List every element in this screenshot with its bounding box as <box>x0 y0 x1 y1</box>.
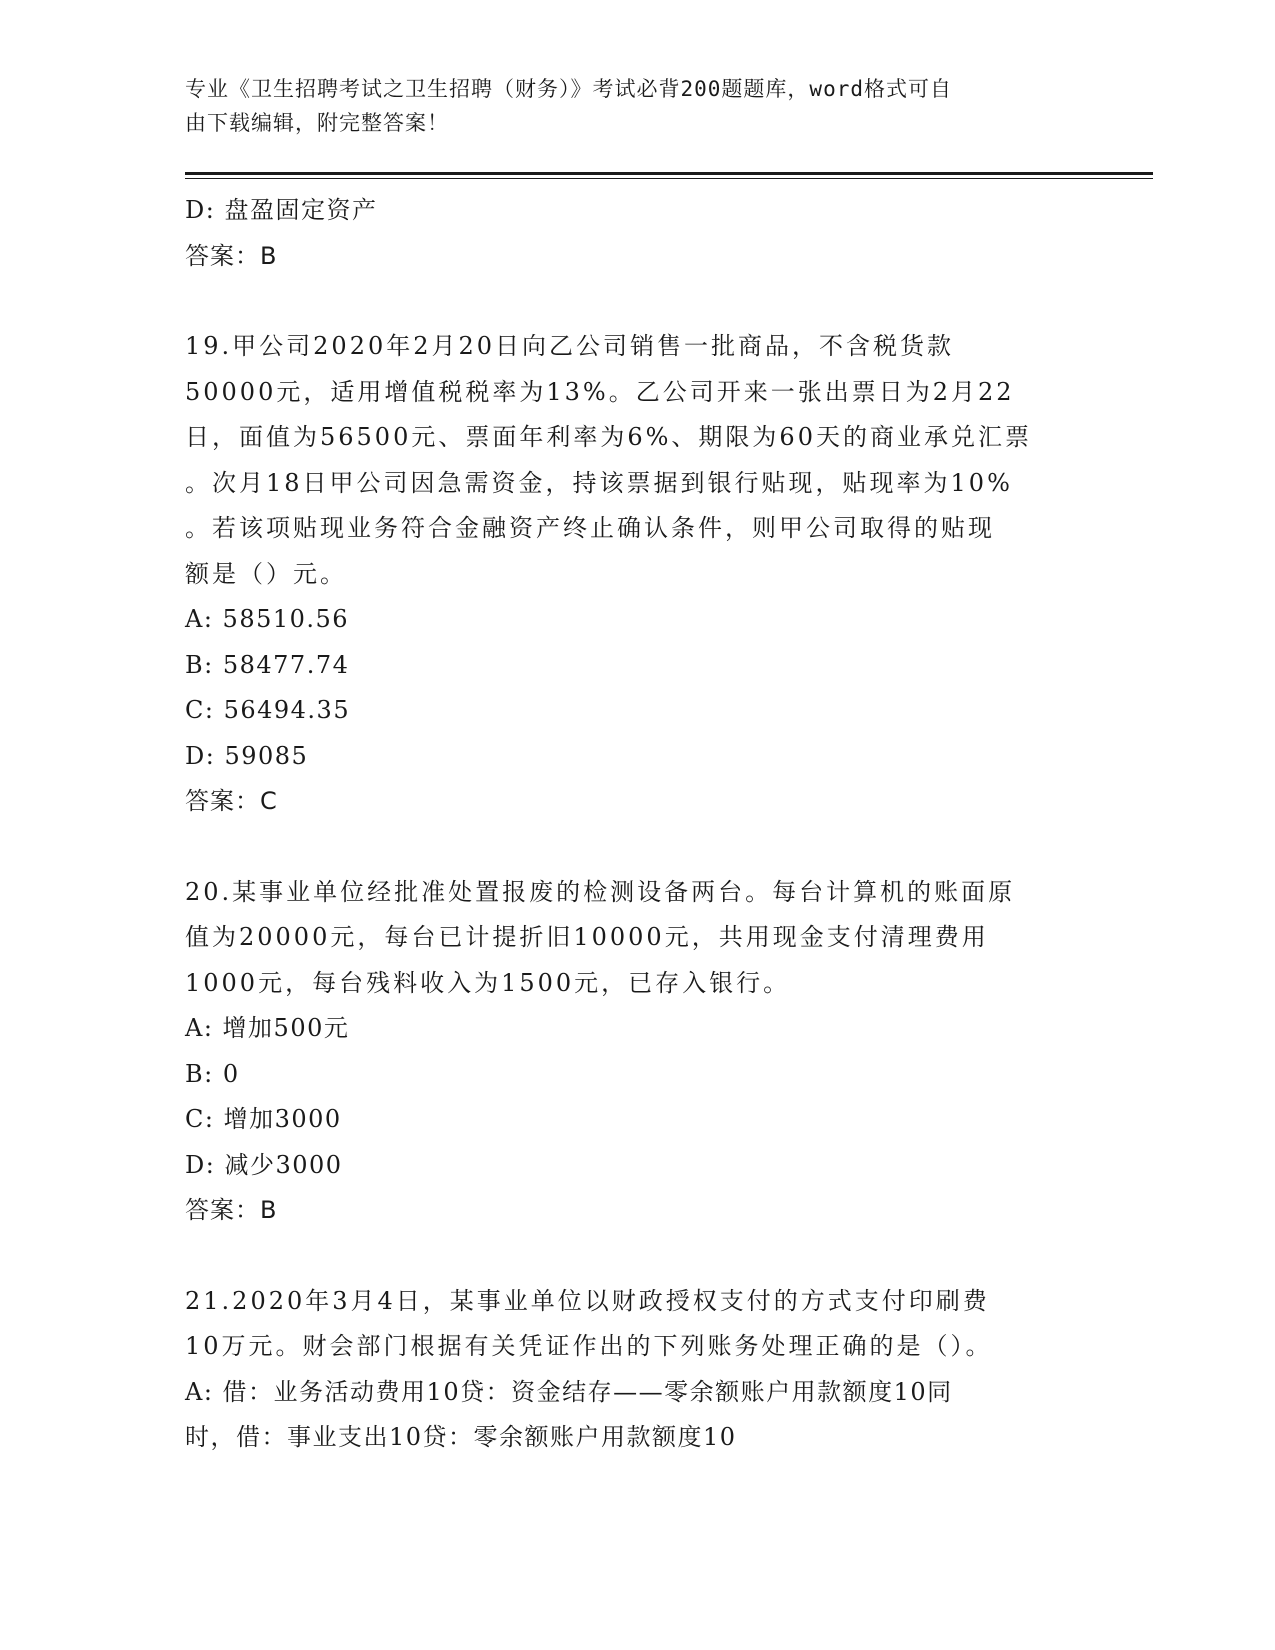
question-20 <box>185 870 1085 1234</box>
previous-question-tail <box>185 188 1085 279</box>
option-a: A: 借：业务活动费用10贷：资金结存——零余额账户用款额度10同 <box>185 1377 953 1406</box>
answer: 答案：C <box>185 787 278 815</box>
option-d: D: 59085 <box>185 741 309 770</box>
question-stem-line: 21.2020年3月4日，某事业单位以财政授权支付的方式支付印刷费 <box>185 1286 990 1315</box>
question-stem-line: 10万元。财会部门根据有关凭证作出的下列账务处理正确的是（）。 <box>185 1332 993 1360</box>
option-a: A: 58510.56 <box>185 605 350 633</box>
header-line-1: 专业《卫生招聘考试之卫生招聘（财务）》考试必背200题题库，word格式可自 <box>185 77 952 101</box>
answer: 答案：B <box>185 241 278 270</box>
question-stem-line: 。次月18日甲公司因急需资金，持该票据到银行贴现，贴现率为10% <box>185 468 1013 497</box>
question-stem-line: 额是（）元。 <box>185 559 347 588</box>
option-d: D: 减少3000 <box>185 1150 343 1179</box>
option-a: A: 增加500元 <box>185 1014 350 1042</box>
header-divider-thin <box>185 178 1153 179</box>
question-stem-line: 1000元，每台残料收入为1500元，已存入银行。 <box>185 968 791 997</box>
option-b: B: 58477.74 <box>185 650 350 679</box>
answer: 答案：B <box>185 1196 278 1224</box>
option-c: C: 增加3000 <box>185 1105 342 1133</box>
option-a-continued: 时，借：事业支出10贷：零余额账户用款额度10 <box>185 1423 737 1451</box>
question-stem-line: 。若该项贴现业务符合金融资产终止确认条件，则甲公司取得的贴现 <box>185 514 995 542</box>
question-stem-line: 50000元，适用增值税税率为13%。乙公司开来一张出票日为2月22 <box>185 377 1015 406</box>
header-line-2: 由下载编辑，附完整答案！ <box>185 111 449 135</box>
document-body <box>185 188 1085 1461</box>
question-stem-line: 19.甲公司2020年2月20日向乙公司销售一批商品，不含税货款 <box>185 332 955 360</box>
question-21 <box>185 1279 1085 1461</box>
question-19 <box>185 324 1085 825</box>
option-c: C: 56494.35 <box>185 696 351 724</box>
option-d: D: 盘盈固定资产 <box>185 196 378 224</box>
document-header <box>185 72 1065 140</box>
question-stem-line: 20.某事业单位经批准处置报废的检测设备两台。每台计算机的账面原 <box>185 877 1016 906</box>
question-stem-line: 日，面值为56500元、票面年利率为6%、期限为60天的商业承兑汇票 <box>185 423 1032 451</box>
header-divider-thick <box>185 172 1153 175</box>
option-b: B: 0 <box>185 1059 240 1088</box>
question-stem-line: 值为20000元，每台已计提折旧10000元，共用现金支付清理费用 <box>185 923 989 951</box>
